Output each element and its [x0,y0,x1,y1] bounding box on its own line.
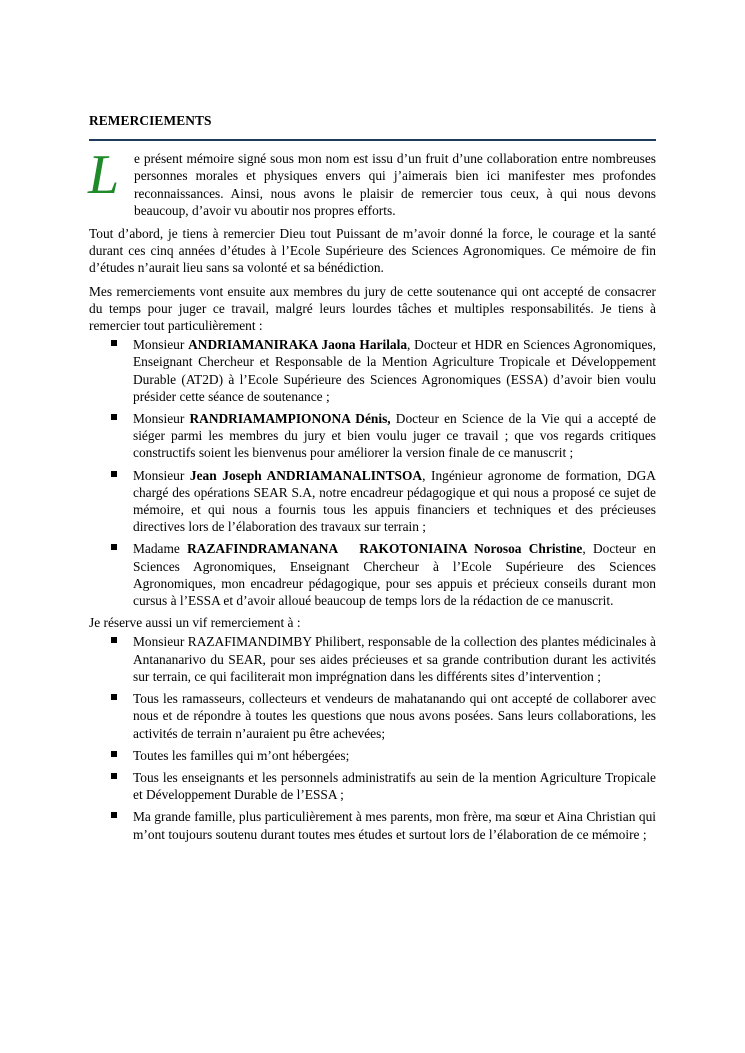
square-bullet-icon [111,751,117,757]
jury-list [89,336,656,609]
person-name: ANDRIAMANIRAKA Jaona Harilala [188,337,408,353]
square-bullet-icon [111,340,117,346]
drop-cap-letter: L [88,144,120,207]
list-item: Ma grande famille, plus particulièrement à mes parents, mon frère, ma sœur et Aina Christian qui m’ont toujours soutenu durant toutes mes études et surtout lors de l’élaboration de ce mémoire ; [89,808,656,842]
person-name: RANDRIAMAMPIONONA Dénis, [189,411,391,427]
list-item: Monsieur RANDRIAMAMPIONONA Dénis, Docteur en Science de la Vie qui a accepté de siéger parmi les membres du jury et bien voulu juger ce travail ; que vos regards critiques constructifs soient les bienvenus pour améliorer la version finale de ce manuscrit ; [89,410,656,462]
title-divider [89,139,656,141]
intro-text: e présent mémoire signé sous mon nom est issu d’un fruit d’une collaboration entre nombreuses personnes morales et physiques envers qui j’aimerais bien ici manifester mes profondes reconnaissances. Ainsi, nous avons le plaisir de remercier tous ceux, à qui nous devons beaucoup, d’avoir vu aboutir nos propres efforts. [134,151,656,218]
others-list [89,633,656,842]
paragraph-other-thanks: Je réserve aussi un vif remerciement à : [89,615,301,631]
paragraph-jury-intro: Mes remerciements vont ensuite aux membres du jury de cette soutenance qui ont accepté de consacrer du temps pour juger ce travail, malgré leurs lourdes tâches et multiples responsabilités. Je tiens à remercier tout particulièrement : [89,283,656,334]
square-bullet-icon [111,414,117,420]
list-item: Toutes les familles qui m’ont hébergées; [89,747,656,764]
square-bullet-icon [111,694,117,700]
section-title: REMERCIEMENTS [89,113,212,128]
document-page [89,112,656,848]
square-bullet-icon [111,471,117,477]
list-item: Monsieur Jean Joseph ANDRIAMANALINTSOA, Ingénieur agronome de formation, DGA chargé des opérations SEAR S.A, notre encadreur pédagogique et qui nous a proposé ce sujet de mémoire, et qui nous a fournis tous les appuis financiers et techniques et des précieuses directives lors de l’élaboration des travaux sur terrain ; [89,467,656,536]
square-bullet-icon [111,812,117,818]
list-item: Tous les ramasseurs, collecteurs et vendeurs de mahatanando qui ont accepté de collaborer avec nous et de répondre à toutes les questions que nous avons posées. Sans leurs collaborations, les activités de terrain n’auraient pu être achevées; [89,690,656,742]
paragraph-thanks-god: Tout d’abord, je tiens à remercier Dieu tout Puissant de m’avoir donné la force, le courage et la santé durant ces cinq années d’études à l’Ecole Supérieure des Sciences Agronomiques. Ce mémoire de fin d’études n’aurait lieu sans sa volonté et sa bénédiction. [89,226,656,276]
person-name: RAZAFINDRAMANANA RAKOTONIAINA Norosoa Christine [187,541,583,557]
person-name: Jean Joseph ANDRIAMANALINTSOA [189,467,423,483]
square-bullet-icon [111,544,117,550]
intro-paragraph [88,144,656,219]
list-item: Madame RAZAFINDRAMANANA RAKOTONIAINA Norosoa Christine, Docteur en Sciences Agronomiques, Enseignant Chercheur à l’Ecole Supérieure des Sciences Agronomiques, mon encadreur pédagogique, pour ses appuis et précieux conseils durant mon cursus à l’ESSA et d’avoir alloué beaucoup de temps lors de la rédaction de ce manuscrit. [89,540,656,609]
square-bullet-icon [111,637,117,643]
list-item: Tous les enseignants et les personnels administratifs au sein de la mention Agriculture Tropicale et Développement Durable de l’ESSA ; [89,769,656,803]
list-item: Monsieur RAZAFIMANDIMBY Philibert, responsable de la collection des plantes médicinales à Antananarivo du SEAR, pour ses aides précieuses et sa grande contribution durant les activités sur terrain, ce qui faciliterait mon imprégnation dans les différents sites d’intervention ; [89,633,656,685]
square-bullet-icon [111,773,117,779]
list-item: Monsieur ANDRIAMANIRAKA Jaona Harilala, Docteur et HDR en Sciences Agronomiques, Enseignant Chercheur et Responsable de la Mention Agriculture Tropicale et Développement Durable (AT2D) à l’Ecole Supérieure des Sciences Agronomiques (ESSA) d’avoir bien voulu présider cette séance de soutenance ; [89,336,656,405]
